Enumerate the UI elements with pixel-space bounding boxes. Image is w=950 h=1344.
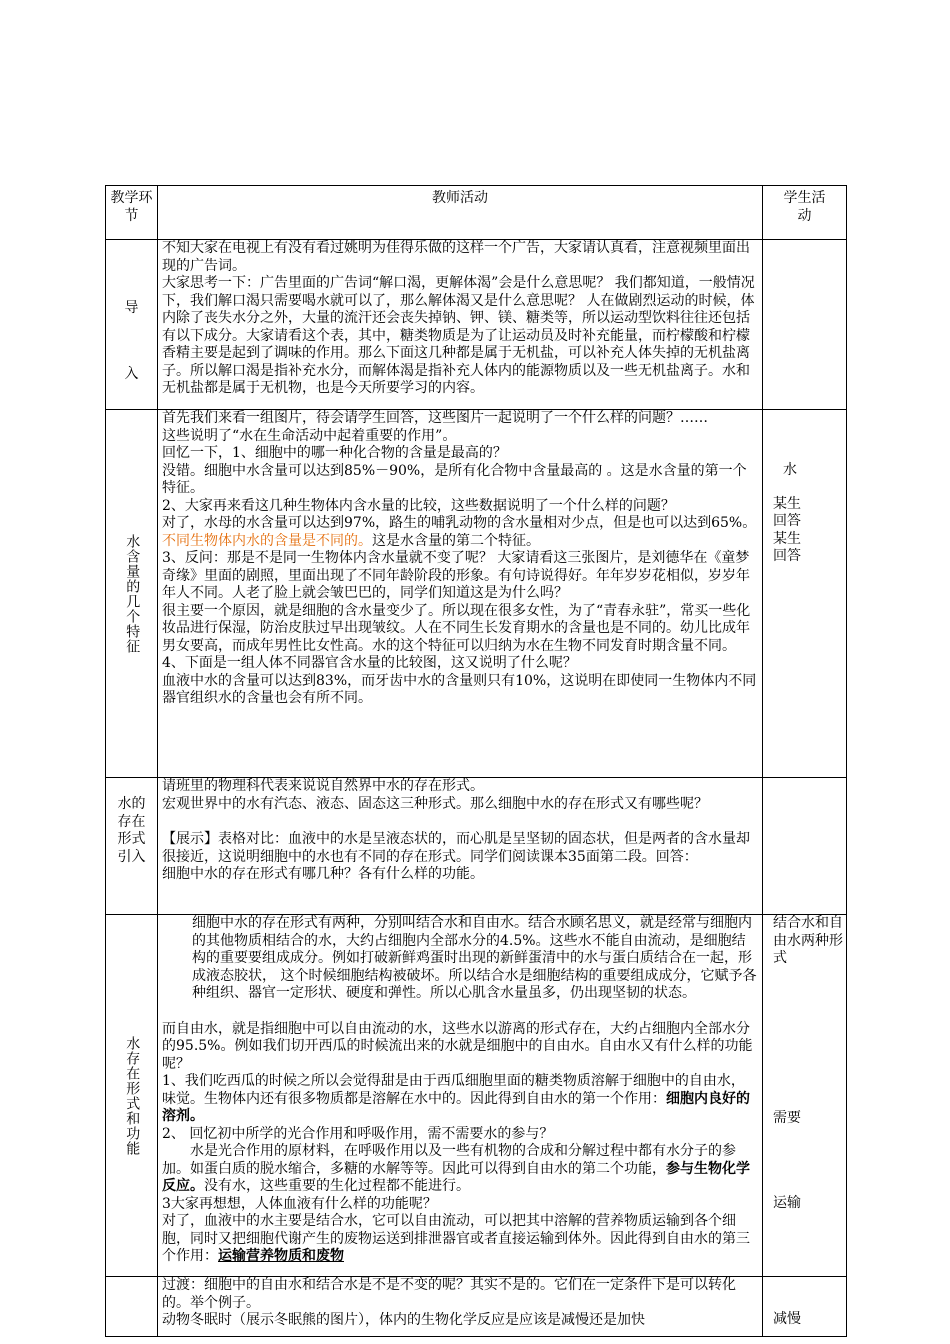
stage-text: 水存在形式和功能 [124,1035,141,1156]
text-run: 这是水含量的第二个特征。 [372,532,540,549]
teacher-paragraph: 【展示】表格对比：血液中的水是呈液态状的，而心肌是呈坚韧的固态状，但是两者的含水量却很接近，这说明细胞中的水也有不同的存在形式。同学们阅读课本35面第二段。回答： [162,831,750,865]
teacher-paragraph [162,1073,758,1126]
student-cell-forms-intro [763,778,847,915]
header-student: 学生活动 [763,186,847,240]
teacher-paragraph: 这些说明了“水在生命活动中起着重要的作用”。 [162,427,457,444]
teacher-paragraph: 宏观世界中的水有汽态、液态、固态这三种形式。那么细胞中水的存在形式又有哪些呢？ [162,795,708,812]
header-stage: 教学环节 [106,186,158,240]
highlighted-text: 不同生物体内水的含量是不同的。 [162,532,372,549]
bold-text: 细胞内良好的溶剂。 [162,1090,750,1124]
stage-text-bottom: 入 [124,365,139,382]
text-run: 水是光合作用的原材料，在呼吸作用以及一些有机物的合成和分解过程中都有水分子的参加。如蛋白质的脱水缩合，多糖的水解等等。因此可以得到自由水的第二个功能， [162,1143,736,1177]
teacher-paragraph: 回忆一下，1、细胞中的哪一种化合物的含量是最高的？ [162,445,507,461]
teacher-paragraph: 细胞中水的存在形式有两种，分别叫结合水和自由水。结合水顾名思义，就是经常与细胞内的其他物质相结合的水，大约占细胞内全部水分的4.5%。这些水不能自由流动，是细胞结构的重要要组成成分。例如打破新鲜鸡蛋时出现的新鲜蛋清中的水与蛋白质结合在一起，形成液态胶状， 这个时候细胞结构被破坏。所以结合水是细胞结构的重要组成成分，它赋予各种组织、器官一定形状、硬度和弹性。所以心肌含水量虽多，仍出现坚韧的状态。 [192,915,757,1001]
text-run: 对了，水母的水含量可以达到97%，路生的哺乳动物的含水量相对少点，但是也可以达到65%。 [162,515,757,531]
teacher-paragraph: 4、下面是一组人体不同器官含水量的比较图，这又说明了什么呢？ [162,655,577,671]
teacher-cell-intro [158,240,763,410]
teacher-cell-forms-functions [158,915,763,1277]
teacher-paragraph: 请班里的物理科代表来说说自然界中水的存在形式。 [162,778,484,794]
teacher-paragraph: 很主要一个原因，就是细胞的含水量变少了。所以现在很多女性，为了“青春永驻”，常买一些化妆品进行保湿，防治皮肤过早出现皱纹。人在不同生长发育期水的含量也是不同的。幼儿比成年男女要高，而成年男性比女性高。水的这个特征可以归纳为水在生物不同发育时期含量不同。 [162,602,751,654]
lesson-plan-table [105,185,847,1337]
stage-text-top: 导 [124,300,139,316]
teacher-cell-forms-intro [158,778,763,915]
teacher-paragraph: 血液中水的含量可以达到83%，而牙齿中水的含量则只有10%，这说明在即使同一生物体内不同器官组织水的含量也会有所不同。 [162,672,757,706]
bold-text: 运输营养物质和废物 [218,1248,344,1264]
student-answer: 某生回答 [773,495,801,529]
student-cell-forms-functions [763,915,847,1277]
teacher-paragraph: 动物冬眠时（展示冬眠熊的图片），体内的生物化学反应是应该是减慢还是加快 [162,1312,645,1328]
header-teacher: 教师活动 [158,186,763,240]
spacer [162,813,758,831]
stage-text: 水含量的几个特征 [124,533,141,654]
teacher-paragraph [162,1213,758,1266]
stage-cell-water-content [106,410,158,778]
teacher-cell-water-content [158,410,763,778]
table-row-intro [106,240,847,410]
table-header-row [106,186,847,240]
student-answer: 运输 [773,1195,801,1211]
teacher-paragraph: 而自由水，就是指细胞中可以自由流动的水，这些水以游离的形式存在，大约占细胞内全部水分的95.5%。例如我们切开西瓜的时候流出来的水就是细胞中的自由水。自由水又有什么样的功能呢？ [162,1020,753,1072]
stage-cell-intro [106,240,158,410]
table-row-transition [106,1277,847,1337]
bold-text: 参与生物化学反应。 [162,1160,750,1194]
teacher-paragraph: 3大家再想想，人体血液有什么样的功能呢？ [162,1195,437,1212]
stage-cell-forms-intro [106,778,158,915]
text-run: 对了，血液中的水主要是结合水，它可以自由流动，可以把其中溶解的营养物质运输到各个细胞，同时又把细胞代谢产生的废物运送到排泄器官或者直接运输到体外。因此得到自由水的第三个作用： [162,1213,750,1264]
teacher-paragraph: 首先我们来看一组图片，待会请学生回答，这些图片一起说明了一个什么样的问题？…… [162,410,708,426]
stage-cell-transition [106,1277,158,1337]
teacher-paragraph: 大家思考一下：广告里面的广告词“解口渴，更解体渴”会是什么意思呢？ 我们都知道，一般情况下，我们解口渴只需要喝水就可以了，那么解体渴又是什么意思呢？ 人在做剧烈运动的时候，体内除了丧失水分之外，大量的流汗还会丧失掉钠、钾、镁、糖类等，所以运动型饮料往往还包括有以下成分。大家请看这个表，其中，糖类物质是为了让运动员及时补充能量，而柠檬酸和柠檬香精主要是起到了调味的作用。那么下面这几种都是属于无机盐，可以补充人体失掉的无机盐离子。所以解口渴是指补充水分，而解体渴是指补充人体内的能源物质以及一些无机盐离子。水和无机盐都是属于无机物，也是今天所要学习的内容。 [162,275,755,396]
teacher-paragraph: 过渡：细胞中的自由水和结合水是不是不变的呢？其实不是的。它们在一定条件下是可以转化的。举个例子。 [162,1277,736,1311]
student-cell-intro [763,240,847,410]
teacher-paragraph: 没错。细胞中水含量可以达到85%－90%，是所有化合物中含量最高的 。这是水含量的第一个特征。 [162,462,747,496]
text-run: 1、我们吃西瓜的时候之所以会觉得甜是由于西瓜细胞里面的糖类物质溶解于细胞中的自由水，味觉。生物体内还有很多物质都是溶解在水中的。因此得到自由水的第一个作用： [162,1073,745,1107]
teacher-paragraph [162,515,758,550]
table-row-forms-functions [106,915,847,1277]
teacher-paragraph: 2、大家再来看这几种生物体内含水量的比较，这些数据说明了一个什么样的问题？ [162,497,675,514]
teacher-paragraph: 3、反问：那是不是同一生物体内含水量就不变了呢？ 大家请看这三张图片，是刘德华在《童梦奇缘》里面的剧照，里面出现了不同年龄阶段的形象。有句诗说得好。年年岁岁花相似，岁岁年年人不同。人老了脸上就会皱巴巴的，同学们知道这是为什么吗？ [162,550,750,601]
student-answer: 结合水和自由水两种形式 [773,915,843,966]
spacer [162,1003,758,1021]
student-cell-transition [763,1277,847,1337]
stage-text: 水的存在形式引入 [117,796,146,865]
teacher-paragraph: 不知大家在电视上有没有看过姚明为佳得乐做的这样一个广告，大家请认真看，注意视频里面出现的广告词。 [162,240,750,274]
teacher-paragraph: 细胞中水的存在形式有哪几种？各有什么样的功能。 [162,866,484,882]
student-answer: 需要 [773,1109,801,1126]
student-answer: 减慢 [773,1311,801,1327]
teacher-cell-transition [158,1277,763,1337]
table-row-forms-intro [106,778,847,915]
text-run: 没有水，这些重要的生化过程都不能进行。 [204,1178,470,1194]
stage-cell-forms-functions [106,915,158,1277]
student-cell-water-content [763,410,847,778]
teacher-paragraph: 2、 回忆初中所学的光合作用和呼吸作用，需不需要水的参与？ [162,1125,554,1142]
student-answer: 某生回答 [773,530,801,564]
student-answer: 水 [783,462,797,478]
table-row-water-content [106,410,847,778]
teacher-paragraph [162,1143,758,1196]
